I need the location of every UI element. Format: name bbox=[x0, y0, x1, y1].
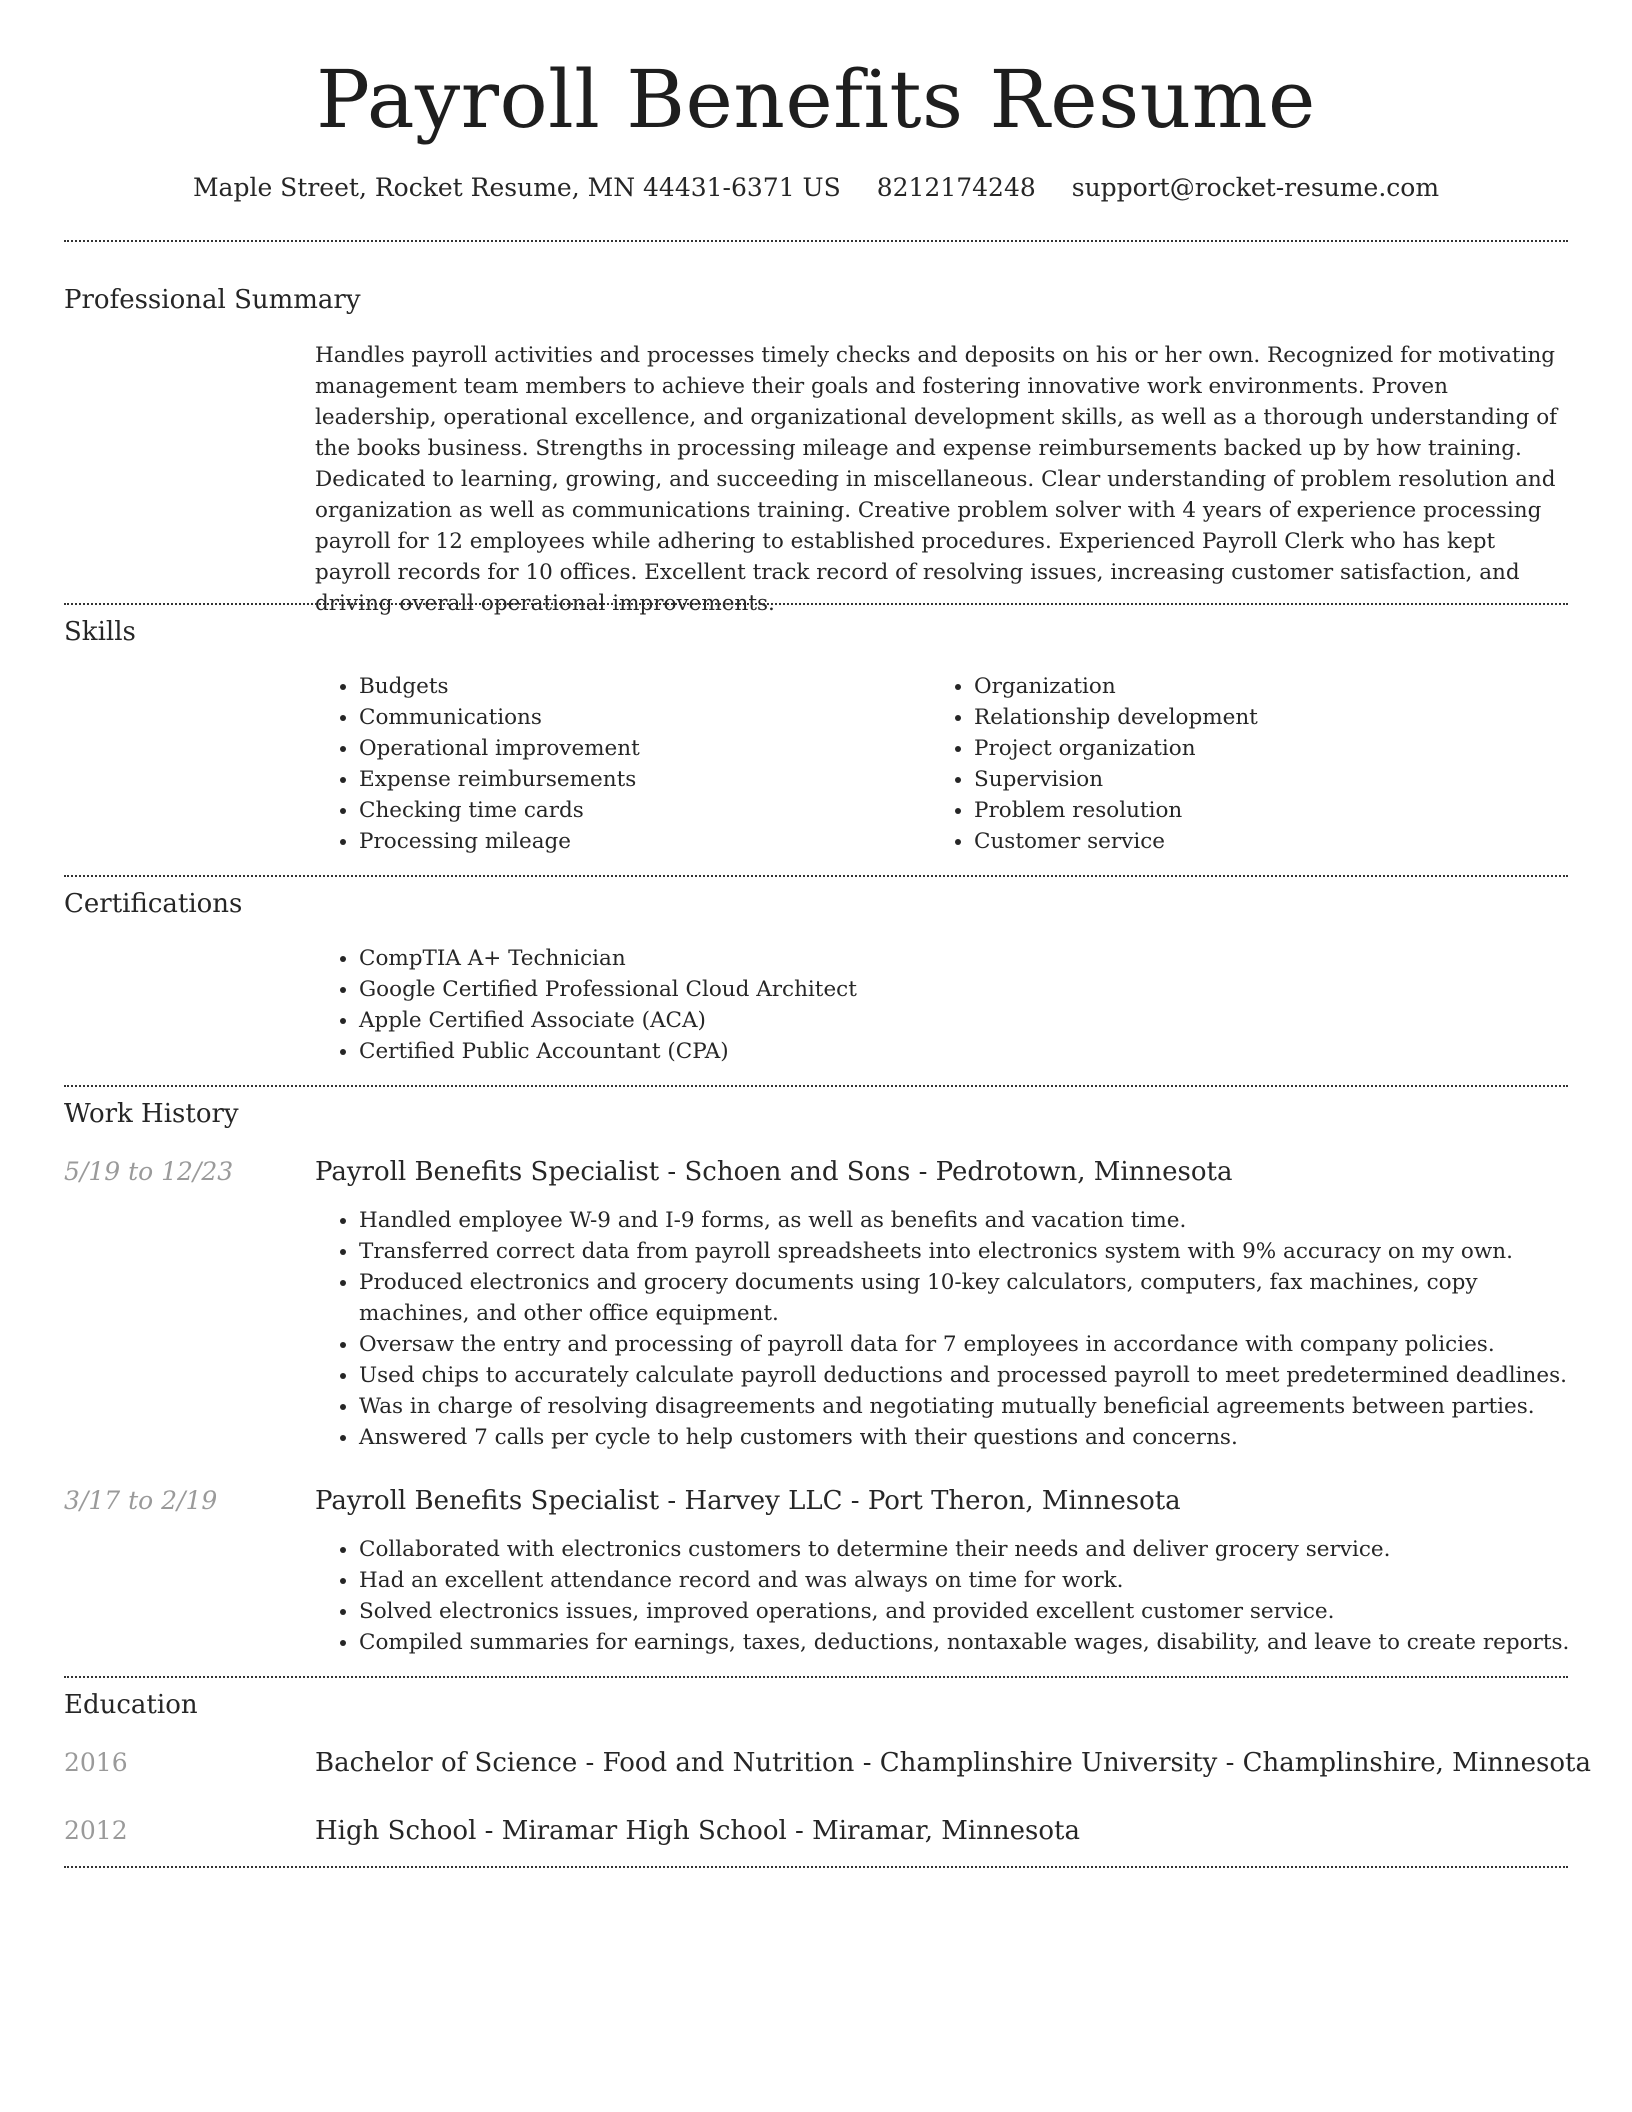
job-bullet: • Oversaw the entry and processing of payroll data for 7 employees in accordance with company policies. bbox=[359, 1329, 1589, 1360]
job-bullet: • Collaborated with electronics customers to determine their needs and deliver grocery service. bbox=[359, 1534, 1589, 1565]
skill-item: • Budgets bbox=[359, 671, 919, 702]
job-heading: Payroll Benefits Specialist - Schoen and Sons - Pedrotown, Minnesota bbox=[315, 1157, 1233, 1187]
contact-address: Maple Street, Rocket Resume, MN 44431-6371 US bbox=[192, 173, 841, 202]
skill-item: • Organization bbox=[974, 671, 1574, 702]
job-bullet: • Produced electronics and grocery documents using 10-key calculators, computers, fax machines, copy machines, and other office equipment. bbox=[359, 1267, 1589, 1329]
summary-text: Handles payroll activities and processes timely checks and deposits on his or her own. Recognized for motivating management team members to achieve their goals and fostering innovative work environments. Proven leadership, operational excellence, and organizational development skills, as well as a thorough understanding of the books business. Strengths in processing mileage and expense reimbursements backed up by how training. Dedicated to learning, growing, and succeeding in miscellaneous. Clear understanding of problem resolution and organization as well as communications training. Creative problem solver with 4 years of experience processing payroll for 12 employees while adhering to established procedures. Experienced Payroll Clerk who has kept payroll records for 10 offices. Excellent track record of resolving issues, increasing customer satisfaction, and driving overall operational improvements. bbox=[315, 343, 1558, 616]
section-title-work-history: Work History bbox=[64, 1099, 239, 1129]
job-bullet: • Handled employee W-9 and I-9 forms, as well as benefits and vacation time. bbox=[359, 1205, 1589, 1236]
job-bullet: • Solved electronics issues, improved operations, and provided excellent customer service. bbox=[359, 1596, 1589, 1627]
skill-item: • Customer service bbox=[974, 826, 1574, 857]
skill-item: • Expense reimbursements bbox=[359, 764, 919, 795]
job-bullet: • Answered 7 calls per cycle to help customers with their questions and concerns. bbox=[359, 1422, 1589, 1453]
job-dates: 3/17 to 2/19 bbox=[64, 1486, 218, 1515]
job-bullet: • Transferred correct data from payroll spreadsheets into electronics system with 9% accuracy on my own. bbox=[359, 1236, 1589, 1267]
certification-item: • Apple Certified Associate (ACA) bbox=[359, 1005, 1559, 1036]
section-title-summary: Professional Summary bbox=[64, 285, 361, 315]
divider bbox=[64, 240, 1568, 242]
job-bullet: • Compiled summaries for earnings, taxes, deductions, nontaxable wages, disability, and leave to create reports. bbox=[359, 1627, 1589, 1658]
skill-item: • Checking time cards bbox=[359, 795, 919, 826]
skill-item: • Supervision bbox=[974, 764, 1574, 795]
certification-item: • Certified Public Accountant (CPA) bbox=[359, 1036, 1559, 1067]
skills-list-right bbox=[930, 671, 1574, 857]
job-dates: 5/19 to 12/23 bbox=[64, 1157, 234, 1186]
skill-item: • Relationship development bbox=[974, 702, 1574, 733]
job-heading: Payroll Benefits Specialist - Harvey LLC - Port Theron, Minnesota bbox=[315, 1486, 1181, 1516]
section-title-education: Education bbox=[64, 1690, 198, 1720]
section-title-skills: Skills bbox=[64, 617, 136, 647]
skill-item: • Communications bbox=[359, 702, 919, 733]
divider bbox=[64, 1866, 1568, 1868]
skill-item: • Problem resolution bbox=[974, 795, 1574, 826]
certifications-list bbox=[315, 943, 1559, 1067]
skill-item: • Project organization bbox=[974, 733, 1574, 764]
certification-item: • CompTIA A+ Technician bbox=[359, 943, 1559, 974]
education-year: 2012 bbox=[64, 1816, 128, 1845]
divider bbox=[64, 875, 1568, 877]
certification-item: • Google Certified Professional Cloud Architect bbox=[359, 974, 1559, 1005]
skill-item: • Processing mileage bbox=[359, 826, 919, 857]
section-title-certifications: Certifications bbox=[64, 889, 243, 919]
contact-email: support@rocket-resume.com bbox=[1071, 173, 1440, 202]
job-bullets bbox=[315, 1205, 1589, 1453]
job-bullets bbox=[315, 1534, 1589, 1658]
education-year: 2016 bbox=[64, 1748, 128, 1777]
job-bullet: • Had an excellent attendance record and was always on time for work. bbox=[359, 1565, 1589, 1596]
job-bullet: • Used chips to accurately calculate payroll deductions and processed payroll to meet predetermined deadlines. bbox=[359, 1360, 1589, 1391]
contact-phone: 8212174248 bbox=[876, 173, 1036, 202]
education-heading: Bachelor of Science - Food and Nutrition - Champlinshire University - Champlinshire, Minnesota bbox=[315, 1748, 1591, 1778]
contact-line bbox=[0, 170, 1632, 206]
skills-list-left bbox=[315, 671, 919, 857]
divider bbox=[64, 603, 1568, 605]
skill-item: • Operational improvement bbox=[359, 733, 919, 764]
education-heading: High School - Miramar High School - Miramar, Minnesota bbox=[315, 1816, 1080, 1846]
divider bbox=[64, 1676, 1568, 1678]
job-bullet: • Was in charge of resolving disagreements and negotiating mutually beneficial agreements between parties. bbox=[359, 1391, 1589, 1422]
resume-title: Payroll Benefits Resume bbox=[316, 53, 1316, 146]
divider bbox=[64, 1085, 1568, 1087]
